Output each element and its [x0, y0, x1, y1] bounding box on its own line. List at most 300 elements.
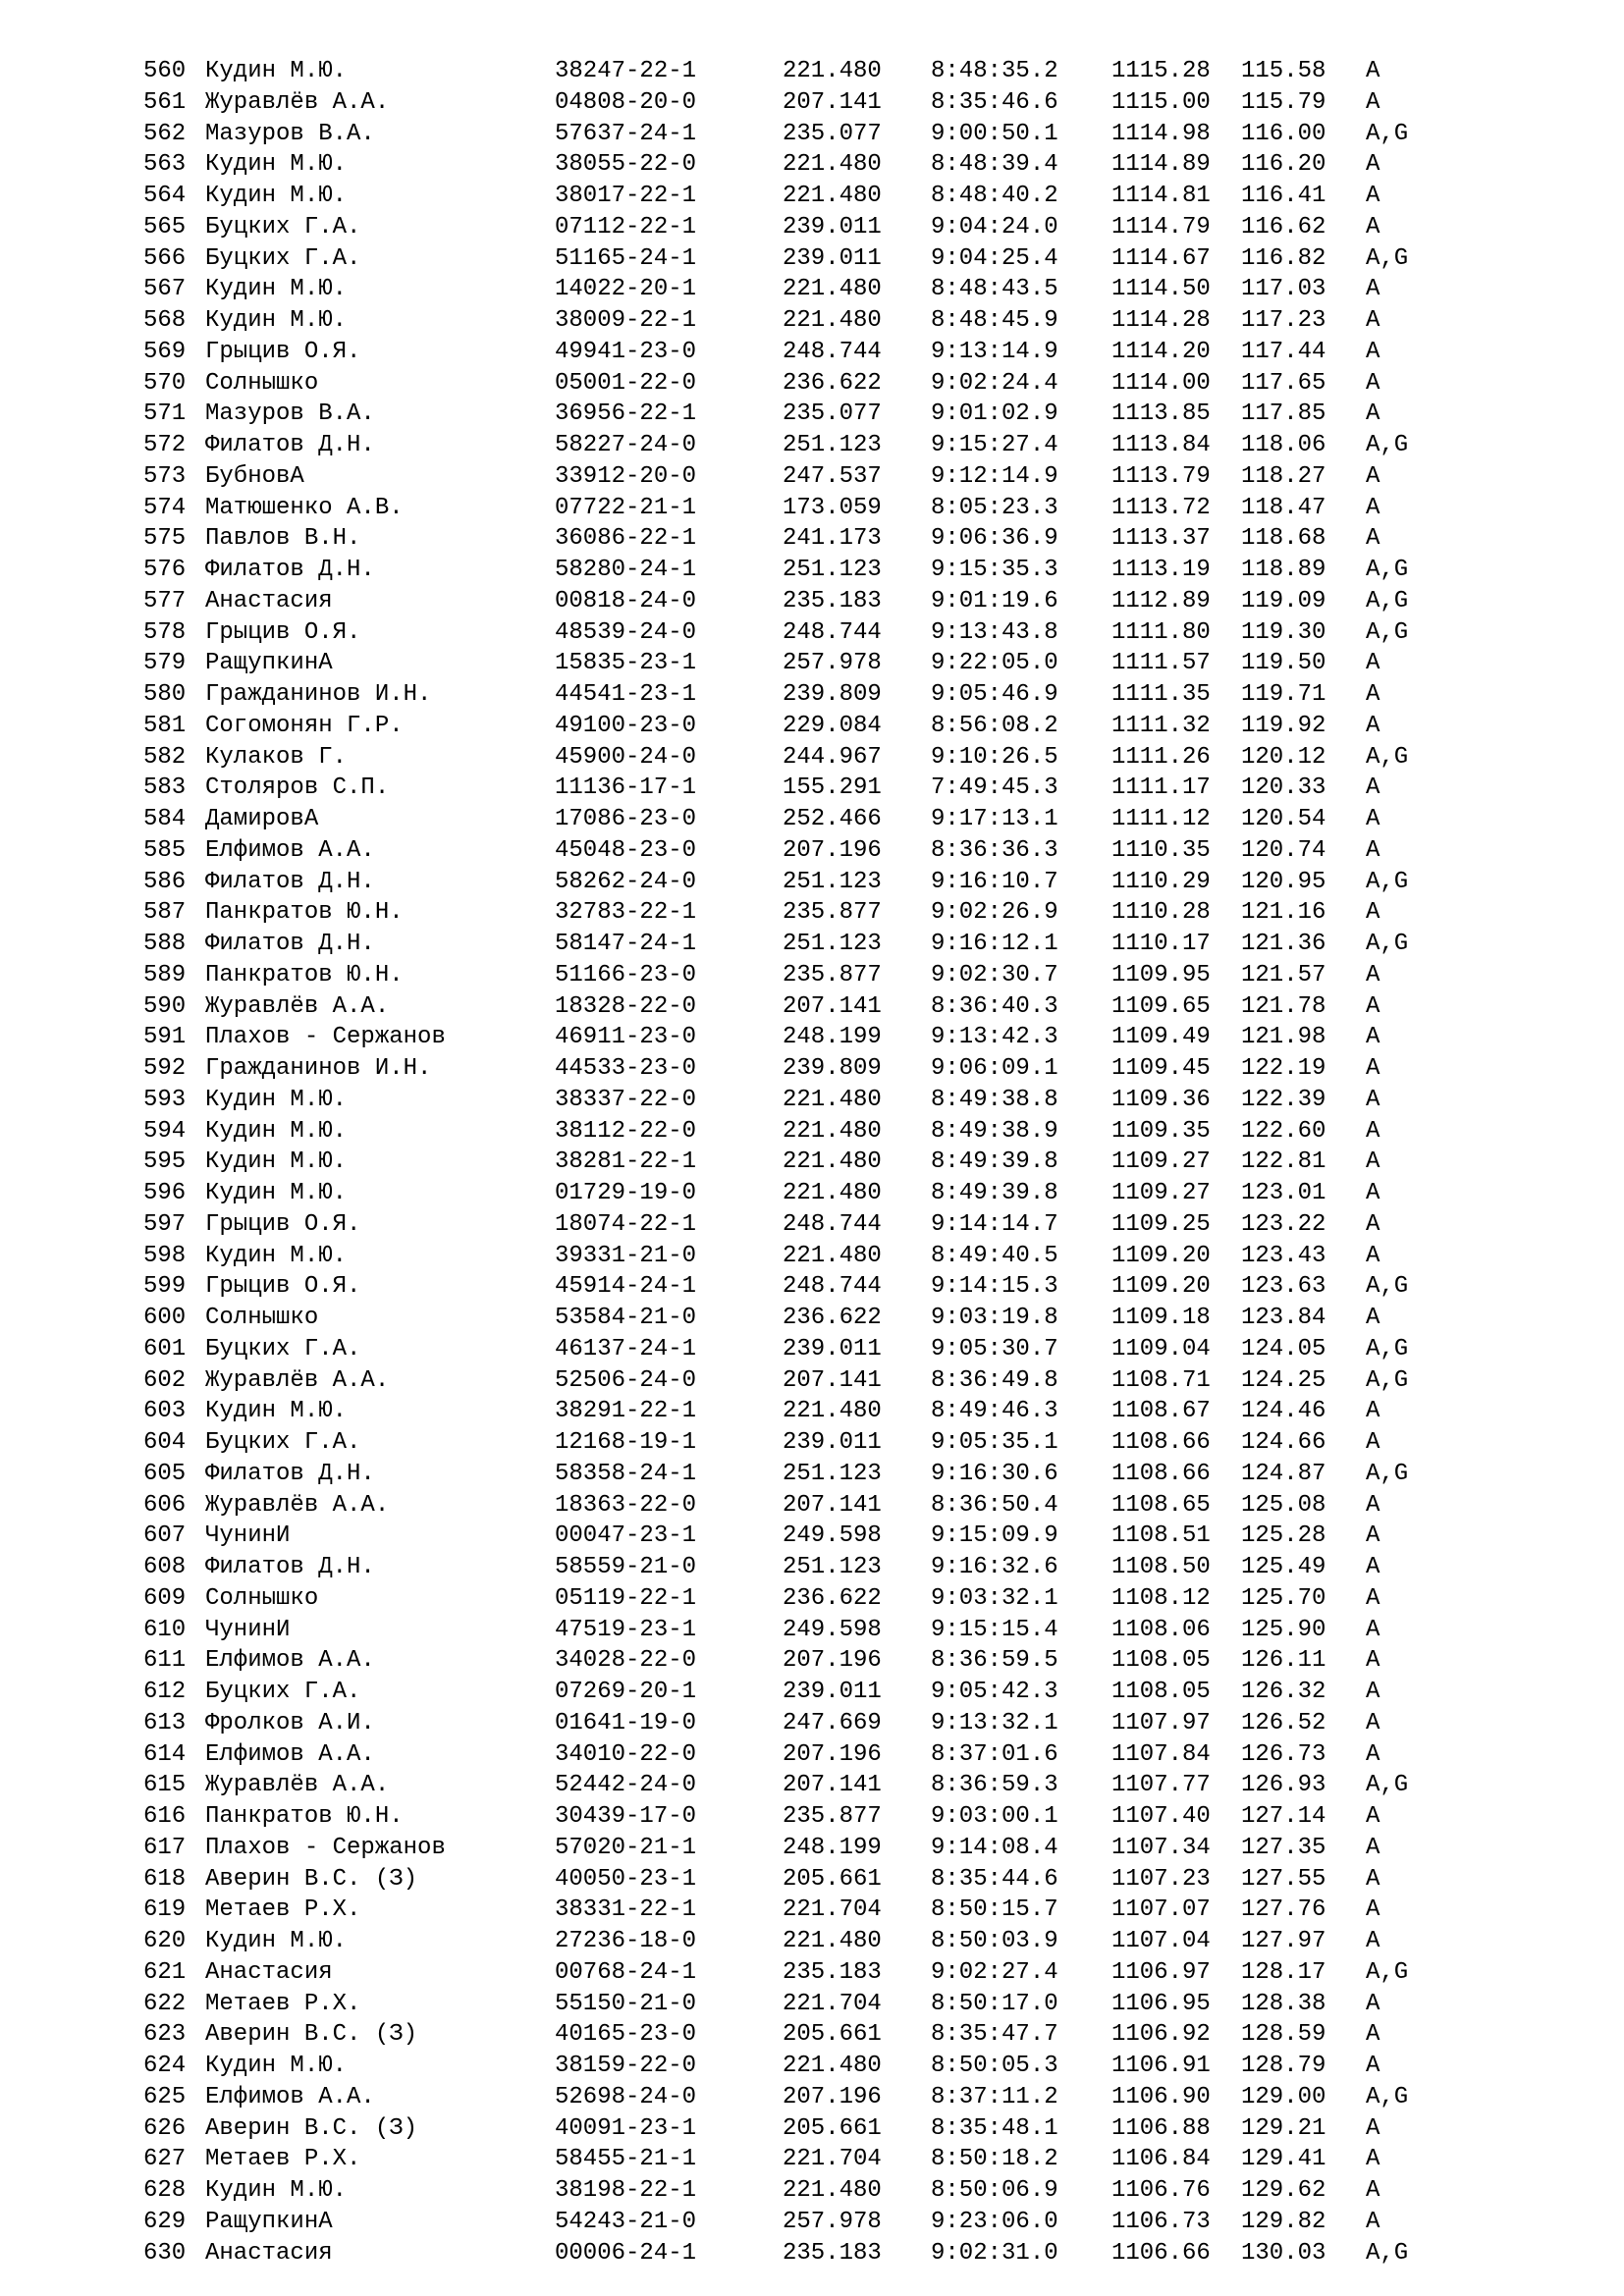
cell-ring-number: 38198-22-1 — [555, 2177, 697, 2204]
cell-fancier-name: Мазуров В.А. — [205, 400, 375, 428]
cell-flags: A — [1366, 2114, 1380, 2142]
table-row — [143, 1895, 1518, 1926]
cell-coefficient: 118.89 — [1241, 557, 1326, 583]
cell-distance: 221.480 — [783, 1398, 882, 1425]
cell-coefficient: 127.35 — [1241, 1834, 1326, 1861]
cell-coefficient: 129.82 — [1241, 2208, 1326, 2235]
cell-ring-number: 18074-22-1 — [555, 1210, 697, 1238]
cell-arrival-time: 8:36:36.3 — [931, 836, 1058, 864]
cell-speed: 1110.29 — [1111, 868, 1211, 895]
cell-ring-number: 34010-22-0 — [555, 1740, 697, 1768]
cell-speed: 1114.28 — [1111, 307, 1211, 334]
cell-arrival-time: 9:16:32.6 — [931, 1554, 1058, 1580]
cell-coefficient: 116.00 — [1241, 120, 1326, 147]
cell-flags: A — [1366, 836, 1380, 864]
cell-fancier-name: Кудин М.Ю. — [205, 1928, 348, 1954]
cell-flags: A — [1366, 369, 1380, 397]
table-row — [143, 2207, 1518, 2238]
cell-rank: 569 — [143, 338, 187, 365]
cell-ring-number: 18328-22-0 — [555, 992, 697, 1020]
cell-fancier-name: Солнышко — [205, 369, 319, 397]
cell-fancier-name: Аверин В.С. (З) — [205, 2021, 418, 2049]
cell-coefficient: 117.03 — [1241, 276, 1326, 303]
cell-flags: A,G — [1366, 743, 1409, 771]
cell-distance: 239.809 — [783, 1055, 882, 1082]
cell-flags: A — [1366, 1522, 1380, 1550]
table-row — [143, 1739, 1518, 1771]
cell-fancier-name: Метаев Р.Х. — [205, 1896, 361, 1924]
table-row — [143, 1427, 1518, 1459]
cell-coefficient: 123.01 — [1241, 1180, 1326, 1206]
cell-flags: A — [1366, 992, 1380, 1020]
cell-fancier-name: Кудин М.Ю. — [205, 58, 348, 84]
cell-ring-number: 00047-23-1 — [555, 1522, 697, 1550]
cell-ring-number: 54243-21-0 — [555, 2208, 697, 2235]
cell-ring-number: 44541-23-1 — [555, 681, 697, 708]
cell-distance: 205.661 — [783, 2021, 882, 2049]
cell-coefficient: 118.06 — [1241, 432, 1326, 458]
table-row — [143, 1770, 1518, 1801]
cell-flags: A,G — [1366, 587, 1409, 614]
cell-fancier-name: Грыцив О.Я. — [205, 1273, 361, 1301]
cell-rank: 613 — [143, 1709, 187, 1736]
cell-flags: A — [1366, 1990, 1380, 2017]
cell-speed: 1108.05 — [1111, 1647, 1211, 1675]
cell-distance: 221.480 — [783, 58, 882, 84]
cell-speed: 1111.17 — [1111, 774, 1211, 802]
cell-ring-number: 47519-23-1 — [555, 1616, 697, 1643]
cell-speed: 1114.00 — [1111, 369, 1211, 397]
cell-arrival-time: 9:06:36.9 — [931, 525, 1058, 553]
cell-rank: 623 — [143, 2021, 187, 2049]
cell-arrival-time: 9:16:12.1 — [931, 931, 1058, 957]
cell-coefficient: 115.58 — [1241, 58, 1326, 84]
cell-speed: 1108.05 — [1111, 1679, 1211, 1705]
cell-arrival-time: 8:36:59.5 — [931, 1647, 1058, 1675]
cell-rank: 606 — [143, 1491, 187, 1519]
cell-ring-number: 38017-22-1 — [555, 183, 697, 209]
cell-distance: 221.480 — [783, 151, 882, 179]
cell-fancier-name: РащупкинА — [205, 650, 333, 677]
cell-arrival-time: 9:17:13.1 — [931, 806, 1058, 832]
cell-arrival-time: 9:12:14.9 — [931, 462, 1058, 490]
cell-coefficient: 128.38 — [1241, 1990, 1326, 2017]
table-row — [143, 337, 1518, 368]
cell-rank: 584 — [143, 806, 187, 832]
cell-coefficient: 129.62 — [1241, 2177, 1326, 2204]
cell-rank: 601 — [143, 1335, 187, 1362]
cell-speed: 1114.89 — [1111, 151, 1211, 179]
cell-distance: 207.141 — [783, 88, 882, 116]
table-row — [143, 867, 1518, 898]
cell-ring-number: 58262-24-0 — [555, 868, 697, 895]
cell-coefficient: 118.47 — [1241, 494, 1326, 521]
cell-rank: 571 — [143, 400, 187, 428]
cell-rank: 615 — [143, 1772, 187, 1799]
cell-speed: 1109.25 — [1111, 1210, 1211, 1238]
cell-ring-number: 45048-23-0 — [555, 836, 697, 864]
table-row — [143, 493, 1518, 524]
cell-flags: A — [1366, 1086, 1380, 1113]
cell-arrival-time: 8:48:39.4 — [931, 151, 1058, 179]
cell-distance: 207.196 — [783, 1647, 882, 1675]
cell-ring-number: 57637-24-1 — [555, 120, 697, 147]
cell-fancier-name: Метаев Р.Х. — [205, 2146, 361, 2173]
cell-ring-number: 58280-24-1 — [555, 557, 697, 583]
cell-fancier-name: Анастасия — [205, 2239, 333, 2267]
cell-speed: 1110.28 — [1111, 899, 1211, 927]
table-row — [143, 1303, 1518, 1334]
cell-arrival-time: 8:49:39.8 — [931, 1180, 1058, 1206]
cell-ring-number: 11136-17-1 — [555, 774, 697, 802]
cell-ring-number: 38281-22-1 — [555, 1148, 697, 1176]
table-row — [143, 1209, 1518, 1241]
cell-coefficient: 124.25 — [1241, 1366, 1326, 1394]
cell-fancier-name: Кудин М.Ю. — [205, 276, 348, 303]
cell-speed: 1110.17 — [1111, 931, 1211, 957]
cell-speed: 1106.88 — [1111, 2114, 1211, 2142]
table-row — [143, 1147, 1518, 1178]
cell-fancier-name: Филатов Д.Н. — [205, 1554, 375, 1580]
cell-flags: A,G — [1366, 1958, 1409, 1986]
cell-ring-number: 36086-22-1 — [555, 525, 697, 553]
cell-flags: A,G — [1366, 120, 1409, 147]
cell-coefficient: 115.79 — [1241, 88, 1326, 116]
cell-rank: 574 — [143, 494, 187, 521]
cell-speed: 1109.65 — [1111, 992, 1211, 1020]
cell-flags: A — [1366, 1647, 1380, 1675]
cell-speed: 1107.04 — [1111, 1928, 1211, 1954]
cell-rank: 576 — [143, 557, 187, 583]
cell-ring-number: 00768-24-1 — [555, 1958, 697, 1986]
cell-arrival-time: 9:16:10.7 — [931, 868, 1058, 895]
cell-speed: 1106.95 — [1111, 1990, 1211, 2017]
cell-arrival-time: 9:01:02.9 — [931, 400, 1058, 428]
cell-speed: 1106.92 — [1111, 2021, 1211, 2049]
cell-rank: 591 — [143, 1024, 187, 1051]
cell-rank: 573 — [143, 462, 187, 490]
cell-ring-number: 07722-21-1 — [555, 494, 697, 521]
cell-distance: 221.480 — [783, 307, 882, 334]
cell-distance: 239.011 — [783, 1335, 882, 1362]
cell-fancier-name: Елфимов А.А. — [205, 1740, 375, 1768]
cell-flags: A — [1366, 2208, 1380, 2235]
cell-rank: 625 — [143, 2083, 187, 2110]
table-row — [143, 617, 1518, 649]
cell-arrival-time: 9:14:14.7 — [931, 1210, 1058, 1238]
cell-flags: A — [1366, 1055, 1380, 1082]
cell-rank: 598 — [143, 1242, 187, 1269]
cell-flags: A — [1366, 276, 1380, 303]
cell-rank: 581 — [143, 712, 187, 739]
cell-ring-number: 12168-19-1 — [555, 1429, 697, 1456]
table-row — [143, 243, 1518, 275]
cell-distance: 252.466 — [783, 806, 882, 832]
cell-flags: A — [1366, 151, 1380, 179]
cell-ring-number: 46911-23-0 — [555, 1024, 697, 1051]
cell-distance: 221.480 — [783, 2177, 882, 2204]
cell-rank: 590 — [143, 992, 187, 1020]
cell-coefficient: 126.52 — [1241, 1709, 1326, 1736]
cell-arrival-time: 9:15:27.4 — [931, 432, 1058, 458]
cell-coefficient: 129.00 — [1241, 2083, 1326, 2110]
cell-rank: 580 — [143, 681, 187, 708]
cell-speed: 1114.81 — [1111, 183, 1211, 209]
table-row — [143, 2144, 1518, 2175]
cell-arrival-time: 9:05:30.7 — [931, 1335, 1058, 1362]
cell-coefficient: 126.11 — [1241, 1647, 1326, 1675]
table-row — [143, 1583, 1518, 1615]
cell-flags: A,G — [1366, 1460, 1409, 1487]
cell-arrival-time: 9:06:09.1 — [931, 1055, 1058, 1082]
cell-flags: A — [1366, 525, 1380, 553]
cell-distance: 221.480 — [783, 1117, 882, 1145]
cell-fancier-name: Согомонян Г.Р. — [205, 712, 404, 739]
cell-distance: 236.622 — [783, 1584, 882, 1612]
cell-ring-number: 44533-23-0 — [555, 1055, 697, 1082]
cell-arrival-time: 8:36:50.4 — [931, 1491, 1058, 1519]
cell-flags: A — [1366, 961, 1380, 988]
cell-distance: 239.011 — [783, 1429, 882, 1456]
cell-flags: A — [1366, 1210, 1380, 1238]
cell-fancier-name: Буцких Г.А. — [205, 1335, 361, 1362]
cell-fancier-name: Солнышко — [205, 1305, 319, 1331]
cell-fancier-name: Кудин М.Ю. — [205, 1086, 348, 1113]
cell-rank: 604 — [143, 1429, 187, 1456]
cell-distance: 257.978 — [783, 2208, 882, 2235]
cell-flags: A — [1366, 774, 1380, 802]
cell-ring-number: 53584-21-0 — [555, 1305, 697, 1331]
cell-fancier-name: Столяров С.П. — [205, 774, 390, 802]
cell-distance: 221.480 — [783, 1242, 882, 1269]
cell-arrival-time: 8:49:39.8 — [931, 1148, 1058, 1176]
cell-fancier-name: Панкратов Ю.Н. — [205, 1803, 404, 1830]
cell-distance: 248.744 — [783, 1210, 882, 1238]
cell-rank: 608 — [143, 1554, 187, 1580]
cell-distance: 207.196 — [783, 836, 882, 864]
cell-ring-number: 07269-20-1 — [555, 1679, 697, 1705]
cell-speed: 1108.50 — [1111, 1554, 1211, 1580]
cell-arrival-time: 9:16:30.6 — [931, 1460, 1058, 1487]
cell-rank: 592 — [143, 1055, 187, 1082]
table-row — [143, 804, 1518, 835]
cell-ring-number: 55150-21-0 — [555, 1990, 697, 2017]
cell-coefficient: 124.46 — [1241, 1398, 1326, 1425]
cell-speed: 1109.95 — [1111, 961, 1211, 988]
cell-flags: A — [1366, 2021, 1380, 2049]
cell-ring-number: 38112-22-0 — [555, 1117, 697, 1145]
cell-arrival-time: 8:49:40.5 — [931, 1242, 1058, 1269]
cell-speed: 1111.57 — [1111, 650, 1211, 677]
cell-arrival-time: 9:02:30.7 — [931, 961, 1058, 988]
cell-fancier-name: Буцких Г.А. — [205, 244, 361, 272]
cell-rank: 600 — [143, 1305, 187, 1331]
cell-fancier-name: Павлов В.Н. — [205, 525, 361, 553]
cell-arrival-time: 9:15:35.3 — [931, 557, 1058, 583]
cell-rank: 616 — [143, 1803, 187, 1830]
cell-coefficient: 125.90 — [1241, 1616, 1326, 1643]
cell-flags: A — [1366, 1148, 1380, 1176]
cell-flags: A,G — [1366, 1273, 1409, 1301]
cell-rank: 578 — [143, 618, 187, 646]
cell-rank: 603 — [143, 1398, 187, 1425]
cell-rank: 599 — [143, 1273, 187, 1301]
cell-speed: 1106.97 — [1111, 1958, 1211, 1986]
cell-coefficient: 119.71 — [1241, 681, 1326, 708]
cell-coefficient: 123.43 — [1241, 1242, 1326, 1269]
cell-distance: 249.598 — [783, 1522, 882, 1550]
cell-distance: 221.704 — [783, 1896, 882, 1924]
table-row — [143, 929, 1518, 960]
cell-ring-number: 57020-21-1 — [555, 1834, 697, 1861]
cell-arrival-time: 9:15:09.9 — [931, 1522, 1058, 1550]
cell-flags: A — [1366, 338, 1380, 365]
cell-flags: A — [1366, 1398, 1380, 1425]
cell-fancier-name: Анастасия — [205, 1958, 333, 1986]
cell-distance: 248.199 — [783, 1834, 882, 1861]
cell-arrival-time: 9:03:19.8 — [931, 1305, 1058, 1331]
cell-ring-number: 38291-22-1 — [555, 1398, 697, 1425]
cell-distance: 249.598 — [783, 1616, 882, 1643]
cell-arrival-time: 9:03:32.1 — [931, 1584, 1058, 1612]
cell-speed: 1109.20 — [1111, 1242, 1211, 1269]
cell-arrival-time: 9:00:50.1 — [931, 120, 1058, 147]
cell-speed: 1107.07 — [1111, 1896, 1211, 1924]
cell-arrival-time: 8:50:15.7 — [931, 1896, 1058, 1924]
cell-flags: A,G — [1366, 2239, 1409, 2267]
cell-rank: 586 — [143, 868, 187, 895]
cell-rank: 607 — [143, 1522, 187, 1550]
cell-flags: A — [1366, 1024, 1380, 1051]
table-row — [143, 1521, 1518, 1552]
cell-fancier-name: Гражданинов И.Н. — [205, 1055, 432, 1082]
cell-speed: 1111.35 — [1111, 681, 1211, 708]
cell-arrival-time: 8:05:23.3 — [931, 494, 1058, 521]
table-row — [143, 1677, 1518, 1708]
cell-coefficient: 122.19 — [1241, 1055, 1326, 1082]
cell-flags: A — [1366, 806, 1380, 832]
cell-distance: 235.877 — [783, 899, 882, 927]
cell-speed: 1109.36 — [1111, 1086, 1211, 1113]
cell-rank: 562 — [143, 120, 187, 147]
cell-distance: 239.809 — [783, 681, 882, 708]
cell-rank: 626 — [143, 2114, 187, 2142]
cell-fancier-name: РащупкинА — [205, 2208, 333, 2235]
cell-ring-number: 36956-22-1 — [555, 400, 697, 428]
cell-distance: 248.199 — [783, 1024, 882, 1051]
cell-distance: 173.059 — [783, 494, 882, 521]
cell-coefficient: 120.74 — [1241, 836, 1326, 864]
cell-coefficient: 120.54 — [1241, 806, 1326, 832]
cell-ring-number: 34028-22-0 — [555, 1647, 697, 1675]
cell-flags: A — [1366, 1584, 1380, 1612]
cell-arrival-time: 9:13:43.8 — [931, 618, 1058, 646]
cell-arrival-time: 8:35:47.7 — [931, 2021, 1058, 2049]
cell-fancier-name: Солнышко — [205, 1584, 319, 1612]
cell-ring-number: 40165-23-0 — [555, 2021, 697, 2049]
table-row — [143, 742, 1518, 774]
cell-rank: 577 — [143, 587, 187, 614]
cell-flags: A — [1366, 494, 1380, 521]
cell-fancier-name: Журавлёв А.А. — [205, 992, 390, 1020]
table-row — [143, 1801, 1518, 1833]
table-row — [143, 679, 1518, 711]
cell-ring-number: 58147-24-1 — [555, 931, 697, 957]
cell-arrival-time: 8:50:03.9 — [931, 1928, 1058, 1954]
cell-speed: 1107.40 — [1111, 1803, 1211, 1830]
cell-fancier-name: Кудин М.Ю. — [205, 1148, 348, 1176]
cell-flags: A — [1366, 1429, 1380, 1456]
cell-speed: 1108.66 — [1111, 1429, 1211, 1456]
cell-arrival-time: 9:15:15.4 — [931, 1616, 1058, 1643]
cell-ring-number: 38337-22-0 — [555, 1086, 697, 1113]
cell-rank: 628 — [143, 2177, 187, 2204]
cell-rank: 585 — [143, 836, 187, 864]
cell-distance: 207.141 — [783, 1366, 882, 1394]
cell-flags: A — [1366, 307, 1380, 334]
cell-distance: 235.183 — [783, 1958, 882, 1986]
table-row — [143, 586, 1518, 617]
cell-rank: 564 — [143, 183, 187, 209]
cell-distance: 207.196 — [783, 2083, 882, 2110]
cell-flags: A — [1366, 1305, 1380, 1331]
cell-ring-number: 15835-23-1 — [555, 650, 697, 677]
cell-arrival-time: 8:48:35.2 — [931, 58, 1058, 84]
cell-ring-number: 45900-24-0 — [555, 743, 697, 771]
cell-arrival-time: 8:36:49.8 — [931, 1366, 1058, 1394]
cell-flags: A — [1366, 1896, 1380, 1924]
cell-distance: 244.967 — [783, 743, 882, 771]
cell-speed: 1111.12 — [1111, 806, 1211, 832]
cell-rank: 589 — [143, 961, 187, 988]
cell-arrival-time: 9:02:26.9 — [931, 899, 1058, 927]
cell-distance: 241.173 — [783, 525, 882, 553]
table-row — [143, 56, 1518, 87]
cell-ring-number: 00006-24-1 — [555, 2239, 697, 2267]
cell-arrival-time: 9:10:26.5 — [931, 743, 1058, 771]
cell-coefficient: 116.62 — [1241, 213, 1326, 240]
cell-rank: 566 — [143, 244, 187, 272]
cell-ring-number: 39331-21-0 — [555, 1242, 697, 1269]
cell-speed: 1109.18 — [1111, 1305, 1211, 1331]
cell-coefficient: 116.82 — [1241, 244, 1326, 272]
cell-rank: 621 — [143, 1958, 187, 1986]
cell-coefficient: 126.73 — [1241, 1740, 1326, 1768]
cell-coefficient: 120.95 — [1241, 868, 1326, 895]
cell-rank: 610 — [143, 1616, 187, 1643]
cell-rank: 596 — [143, 1180, 187, 1206]
cell-rank: 597 — [143, 1210, 187, 1238]
cell-fancier-name: Филатов Д.Н. — [205, 557, 375, 583]
cell-arrival-time: 9:13:42.3 — [931, 1024, 1058, 1051]
cell-speed: 1108.67 — [1111, 1398, 1211, 1425]
cell-distance: 221.480 — [783, 276, 882, 303]
cell-fancier-name: Кулаков Г. — [205, 743, 348, 771]
cell-distance: 251.123 — [783, 931, 882, 957]
cell-ring-number: 17086-23-0 — [555, 806, 697, 832]
cell-speed: 1106.84 — [1111, 2146, 1211, 2173]
cell-coefficient: 123.22 — [1241, 1210, 1326, 1238]
cell-flags: A — [1366, 88, 1380, 116]
cell-coefficient: 122.81 — [1241, 1148, 1326, 1176]
table-row — [143, 2051, 1518, 2082]
cell-flags: A,G — [1366, 868, 1409, 895]
cell-distance: 235.183 — [783, 587, 882, 614]
cell-speed: 1108.06 — [1111, 1616, 1211, 1643]
cell-arrival-time: 8:49:38.9 — [931, 1117, 1058, 1145]
cell-ring-number: 52698-24-0 — [555, 2083, 697, 2110]
cell-fancier-name: Елфимов А.А. — [205, 2083, 375, 2110]
